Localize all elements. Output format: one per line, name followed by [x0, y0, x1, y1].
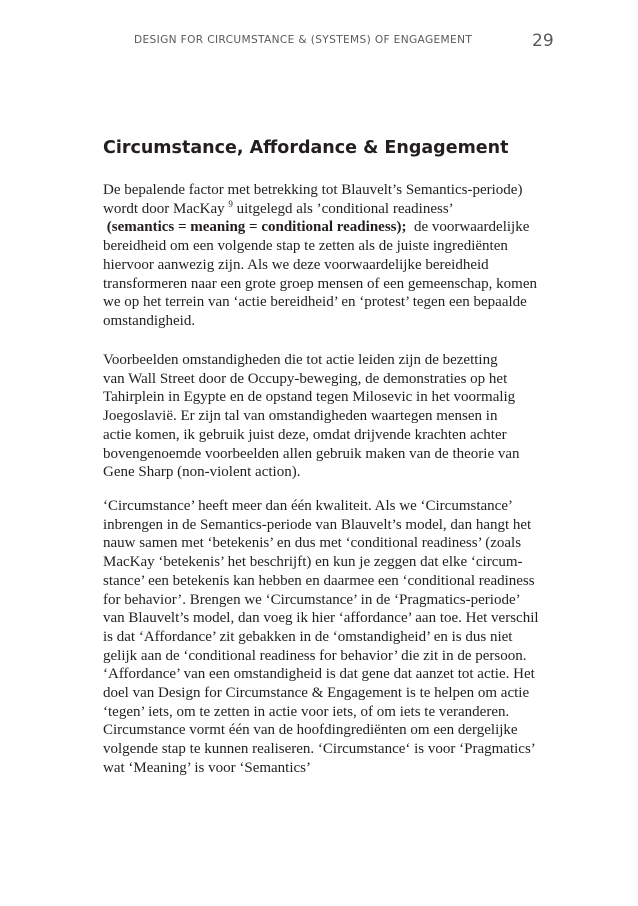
paragraph-line-with-footnote: [103, 200, 563, 219]
line-text: de voorwaardelijke: [406, 219, 530, 236]
paragraph-line: nauw samen met ‘betekenis’ en dus met ‘conditional readiness’ (zoals: [103, 535, 522, 552]
paragraph-line: wat ‘Meaning’ is voor ‘Semantics’: [103, 759, 312, 776]
line-text: wordt door MacKay: [103, 200, 229, 217]
paragraph-line: Tahirplein in Egypte en de opstand tegen Milosevic in het voormalig: [103, 389, 516, 406]
paragraph-line: ‘Affordance’ van een omstandigheid is dat gene dat aanzet tot actie. Het: [103, 666, 535, 683]
paragraph-line: ‘tegen’ iets, om te zetten in actie voor iets, of om iets te veranderen.: [103, 703, 510, 720]
paragraph-line: stance’ een betekenis kan hebben en daarmee een ‘conditional readiness: [103, 572, 535, 589]
paragraph-line: bovengenoemde voorbeelden allen gebruik maken van de theorie van: [103, 445, 520, 462]
running-header: DESIGN FOR CIRCUMSTANCE & (SYSTEMS) OF ENGAGEMENT: [134, 34, 473, 46]
paragraph-line: MacKay ‘betekenis’ het beschrijft) en kun je zeggen dat elke ‘circum-: [103, 554, 523, 571]
paragraph-line: van Blauvelt’s model, dan voeg ik hier ‘affordance’ aan toe. Het verschil: [103, 610, 539, 627]
paragraph-line: Voorbeelden omstandigheden die tot actie leiden zijn de bezetting: [103, 352, 498, 368]
paragraph-line: ‘Circumstance’ heeft meer dan één kwaliteit. Als we ‘Circumstance’: [103, 498, 513, 514]
paragraph-line: De bepalende factor met betrekking tot Blauvelt’s Semantics-periode): [103, 182, 523, 198]
paragraph-2: [103, 351, 563, 482]
paragraph-line: inbrengen in de Semantics-periode van Blauvelt’s model, dan hangt het: [103, 516, 532, 533]
paragraph-line: hiervoor aanwezig zijn. Als we deze voorwaardelijke bereidheid: [103, 256, 489, 273]
section-heading: Circumstance, Affordance & Engagement: [103, 138, 509, 158]
paragraph-line: Gene Sharp (non-violent action).: [103, 464, 301, 481]
paragraph-line: volgende stap te kunnen realiseren. ‘Circumstance‘ is voor ‘Pragmatics’: [103, 741, 536, 758]
paragraph-line: is dat ‘Affordance’ zit gebakken in de ‘omstandigheid’ en is dus niet: [103, 628, 513, 645]
paragraph-line: gelijk aan de ‘conditional readiness for behavior’ die zit in de persoon.: [103, 647, 527, 664]
paragraph-line-with-emphasis: [103, 218, 563, 237]
paragraph-line: van Wall Street door de Occupy-beweging, de demonstraties op het: [103, 370, 508, 387]
page-number: 29: [532, 31, 554, 51]
paragraph-line: Joegoslavië. Er zijn tal van omstandigheden waartegen mensen in: [103, 408, 498, 425]
emphasized-formula: (semantics = meaning = conditional readiness);: [106, 219, 407, 236]
paragraph-line: bereidheid om een volgende stap te zetten als de juiste ingrediënten: [103, 238, 508, 255]
paragraph-1: [103, 181, 563, 331]
paragraph-line: Circumstance vormt één van de hoofdingrediënten om een dergelijke: [103, 722, 518, 739]
paragraph-line: for behavior’. Brengen we ‘Circumstance’ in de ‘Pragmatics-periode’: [103, 591, 521, 608]
paragraph-line: we op het terrein van ‘actie bereidheid’ en ‘protest’ tegen een bepaalde: [103, 294, 527, 311]
line-text: uitgelegd als ’conditional readiness’: [232, 200, 454, 217]
footnote-reference: 9: [228, 198, 233, 209]
paragraph-3: [103, 497, 563, 778]
paragraph-line: omstandigheid.: [103, 312, 196, 329]
paragraph-line: doel van Design for Circumstance & Engagement is te helpen om actie: [103, 685, 530, 702]
paragraph-line: transformeren naar een grote groep mensen of een gemeenschap, komen: [103, 275, 537, 292]
paragraph-line: actie komen, ik gebruik juist deze, omdat drijvende krachten achter: [103, 426, 507, 443]
